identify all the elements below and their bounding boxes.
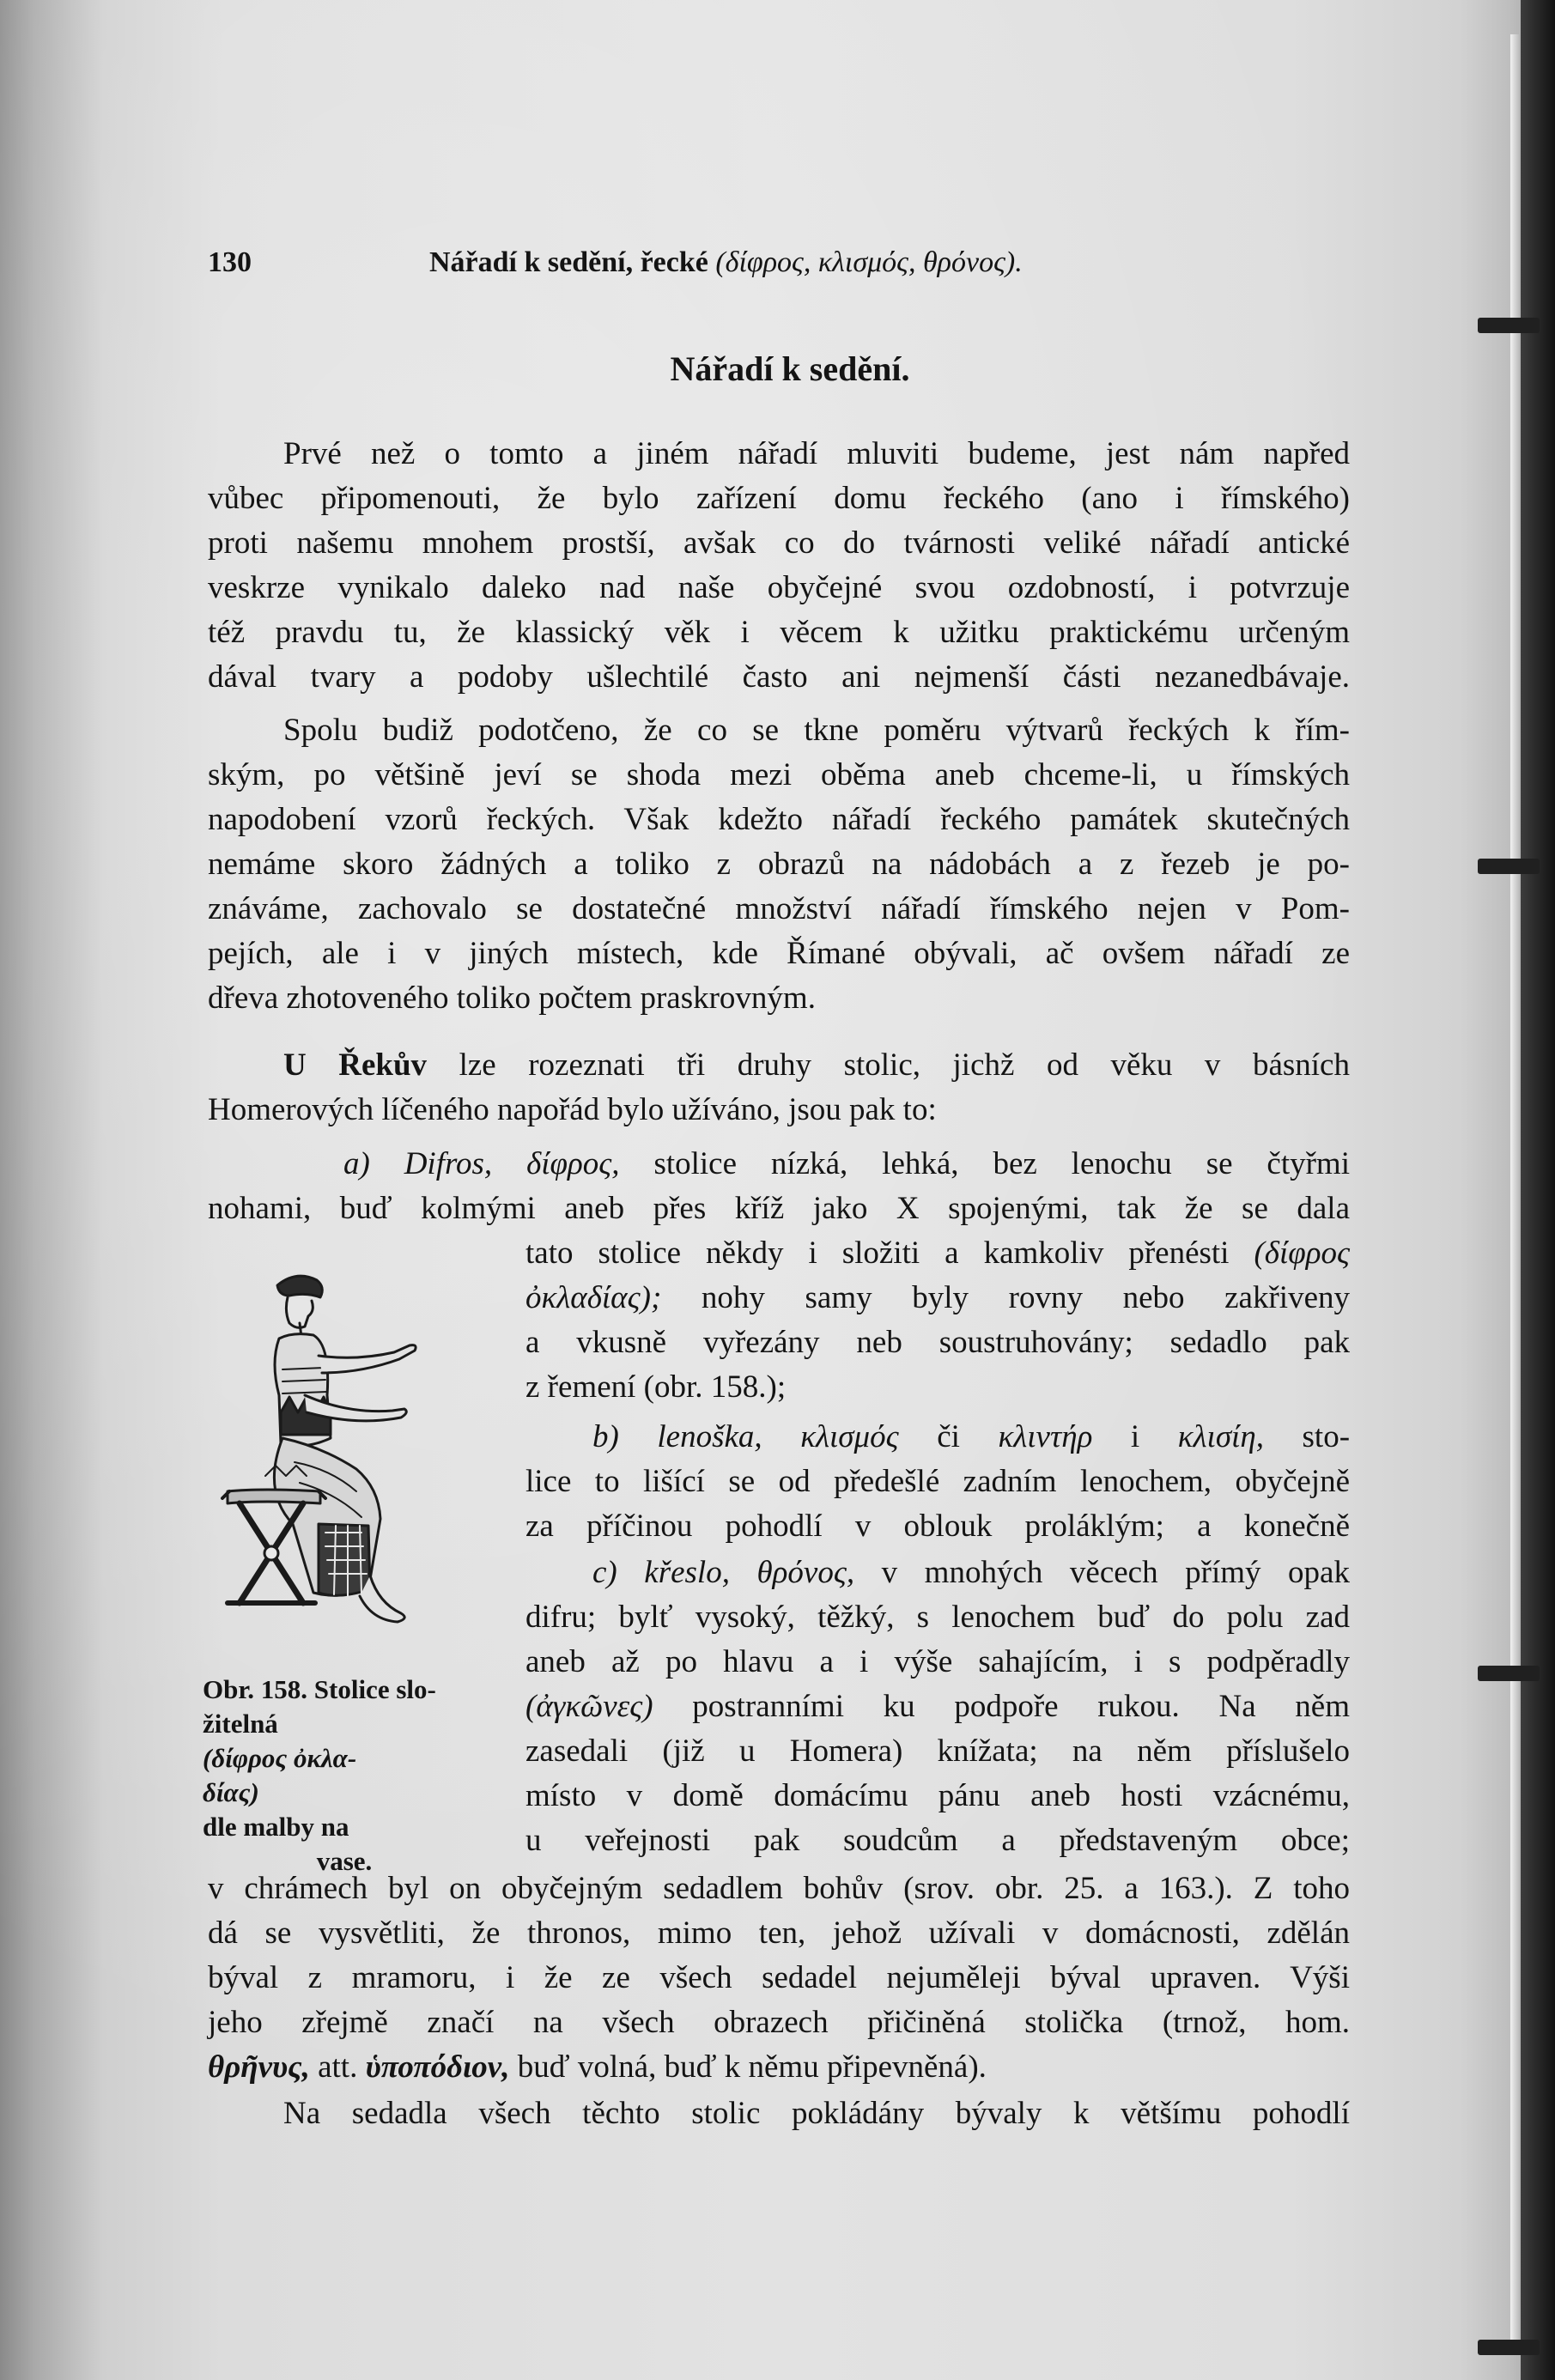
text-run: a) Difros,	[343, 1146, 493, 1181]
text-line: jeho zřejmě značí na všech obrazech přičiněná stolička (trnož, hom.	[208, 2005, 1350, 2040]
text-line	[208, 2045, 1350, 2090]
text-run: v mnohých věcech přímý opak	[854, 1555, 1350, 1590]
text-line: znáváme, zachovalo se dostatečné množství nářadí římského nejen v Pom-	[208, 891, 1350, 926]
text-run: U Řekův	[283, 1047, 428, 1083]
greek-run: κλισίη,	[1177, 1419, 1264, 1454]
text-line: proti našemu mnohem prostší, avšak co do tvárnosti veliké nářadí antické	[208, 525, 1350, 561]
text-line: býval z mramoru, i že ze všech sedadel nejuměleji býval upraven. Výši	[208, 1960, 1350, 1995]
text-line: difru; bylť vysoký, těžký, s lenochem buď do polu zad	[525, 1600, 1350, 1635]
text-line: nohami, buď kolmými aneb přes kříž jako X spojenými, tak že se dala	[208, 1191, 1350, 1226]
caption-run: žitelná	[203, 1709, 278, 1739]
text-line: v chrámech byl on obyčejným sedadlem bohův (srov. obr. 25. a 163.). Z toho	[208, 1871, 1350, 1906]
text-line: z řemení (obr. 158.);	[525, 1369, 787, 1405]
running-header	[208, 243, 1350, 282]
text-line: za příčinou pohodlí v oblouk proláklým; a konečně	[525, 1509, 1350, 1544]
seated-woman-illustration	[210, 1266, 502, 1636]
text-run: att.	[309, 2049, 366, 2085]
text-run: nohy samy byly rovny nebo zakřiveny	[661, 1280, 1350, 1315]
text-run: c) křeslo,	[592, 1555, 730, 1590]
caption-greek: (δίφρος ὀκλα-	[203, 1743, 357, 1773]
greek-run: κλισμός	[762, 1419, 899, 1454]
caption-line	[203, 1776, 486, 1844]
header-title	[429, 243, 1023, 282]
text-run: tato stolice někdy i složiti a kamkoliv přenésti	[525, 1236, 1230, 1271]
text-run: sto-	[1263, 1419, 1351, 1454]
text-line: Homerových líčeného napořád bylo užíváno, jsou pak to:	[208, 1092, 937, 1127]
header-title-text: Nářadí k sedění, řecké	[429, 246, 708, 278]
text-line	[592, 1415, 1350, 1460]
greek-run: (ἀγκῶνες)	[525, 1689, 653, 1724]
section-title: Nářadí k sedění.	[670, 349, 910, 388]
text-line: místo v domě domácímu pánu aneb hosti vzácnému,	[525, 1778, 1350, 1813]
text-line: veskrze vynikalo daleko nad naše obyčejné svou ozdobností, i potvrzuje	[208, 570, 1350, 605]
text-line: aneb až po hlavu a i výše sahajícím, i s podpěradly	[525, 1644, 1350, 1679]
text-line: u veřejnosti pak soudcům a představeným obce;	[525, 1823, 1350, 1858]
text-line: ským, po většině jeví se shoda mezi oběma aneb chceme-li, u římských	[208, 757, 1350, 792]
text-run: postranními ku podpoře rukou. Na něm	[653, 1689, 1350, 1724]
text-line: Na sedadla všech těchto stolic pokládány bývaly k většímu pohodlí	[283, 2096, 1350, 2131]
greek-run: θρῆνυς,	[208, 2049, 310, 2085]
text-line	[525, 1685, 1350, 1729]
header-greek: (δίφρος, κλισμός, θρόνος).	[715, 246, 1023, 278]
greek-run: ὑποπόδιον,	[365, 2049, 510, 2085]
page-number: 130	[208, 246, 252, 278]
text-line: a vkusně vyřezány neb soustruhovány; sedadlo pak	[525, 1325, 1350, 1360]
binding-clip	[1478, 318, 1540, 333]
greek-run: κλιντήρ	[998, 1419, 1093, 1454]
binding-clip	[1478, 1666, 1540, 1681]
text-line: nemáme skoro žádných a toliko z obrazů na nádobách a z řezeb je po-	[208, 847, 1350, 882]
binding-clip	[1478, 859, 1540, 874]
text-line: lice to lišící se od předešlé zadním lenochem, obyčejně	[525, 1464, 1350, 1499]
text-line: též pravdu tu, že klassický věk i věcem k užitku praktickému určeným	[208, 615, 1350, 650]
text-line: Prvé než o tomto a jiném nářadí mluviti budeme, jest nám napřed	[283, 436, 1350, 471]
page-edge	[1510, 34, 1519, 2353]
greek-run: (δίφρος	[1229, 1236, 1350, 1271]
text-line	[343, 1142, 1350, 1187]
caption-line: vase.	[316, 1846, 373, 1876]
text-run: či	[898, 1419, 999, 1454]
text-run: b) lenoška,	[592, 1419, 762, 1454]
text-run: i	[1092, 1419, 1178, 1454]
text-line	[283, 1043, 1350, 1088]
text-line	[592, 1551, 1350, 1595]
text-line	[525, 1276, 1350, 1321]
text-line: Spolu budiž podotčeno, že co se tkne poměru výtvarů řeckých k řím-	[283, 713, 1350, 748]
text-line: dá se vysvětliti, že thronos, mimo ten, jehož užívali v domácnosti, zdělán	[208, 1916, 1350, 1951]
text-run: lze rozeznati tři druhy stolic, jichž od věku v básních	[427, 1047, 1350, 1083]
text-run: stolice nízká, lehká, bez lenochu se čtyřmi	[619, 1146, 1350, 1181]
greek-run: δίφρος,	[492, 1146, 620, 1181]
text-line: zasedali (již u Homera) knížata; na něm příslušelo	[525, 1733, 1350, 1769]
greek-run: ὀκλαδίας);	[525, 1280, 662, 1315]
figure-caption	[203, 1673, 486, 1879]
text-line: dřeva zhotoveného toliko počtem praskrovným.	[208, 981, 816, 1016]
text-line: pejích, ale i v jiných místech, kde Římané obývali, ač ovšem nářadí ze	[208, 936, 1350, 971]
text-line: dával tvary a podoby ušlechtilé často ani nejmenší části nezanedbávaje.	[208, 659, 1350, 695]
book-spine	[1521, 0, 1555, 2380]
text-run: buď volná, buď k němu připevněná).	[509, 2049, 987, 2085]
caption-line	[203, 1707, 486, 1776]
text-line: vůbec připomenouti, že bylo zařízení domu řeckého (ano i římského)	[208, 481, 1350, 516]
caption-run: dle malby na	[203, 1812, 349, 1842]
caption-greek: δίας)	[203, 1777, 259, 1807]
greek-run: θρόνος,	[729, 1555, 855, 1590]
binding-clip	[1478, 2340, 1540, 2355]
text-line	[525, 1231, 1350, 1276]
caption-line: Obr. 158. Stolice slo-	[203, 1674, 436, 1704]
text-line: napodobení vzorů řeckých. Však kdežto nářadí řeckého památek skutečných	[208, 802, 1350, 837]
